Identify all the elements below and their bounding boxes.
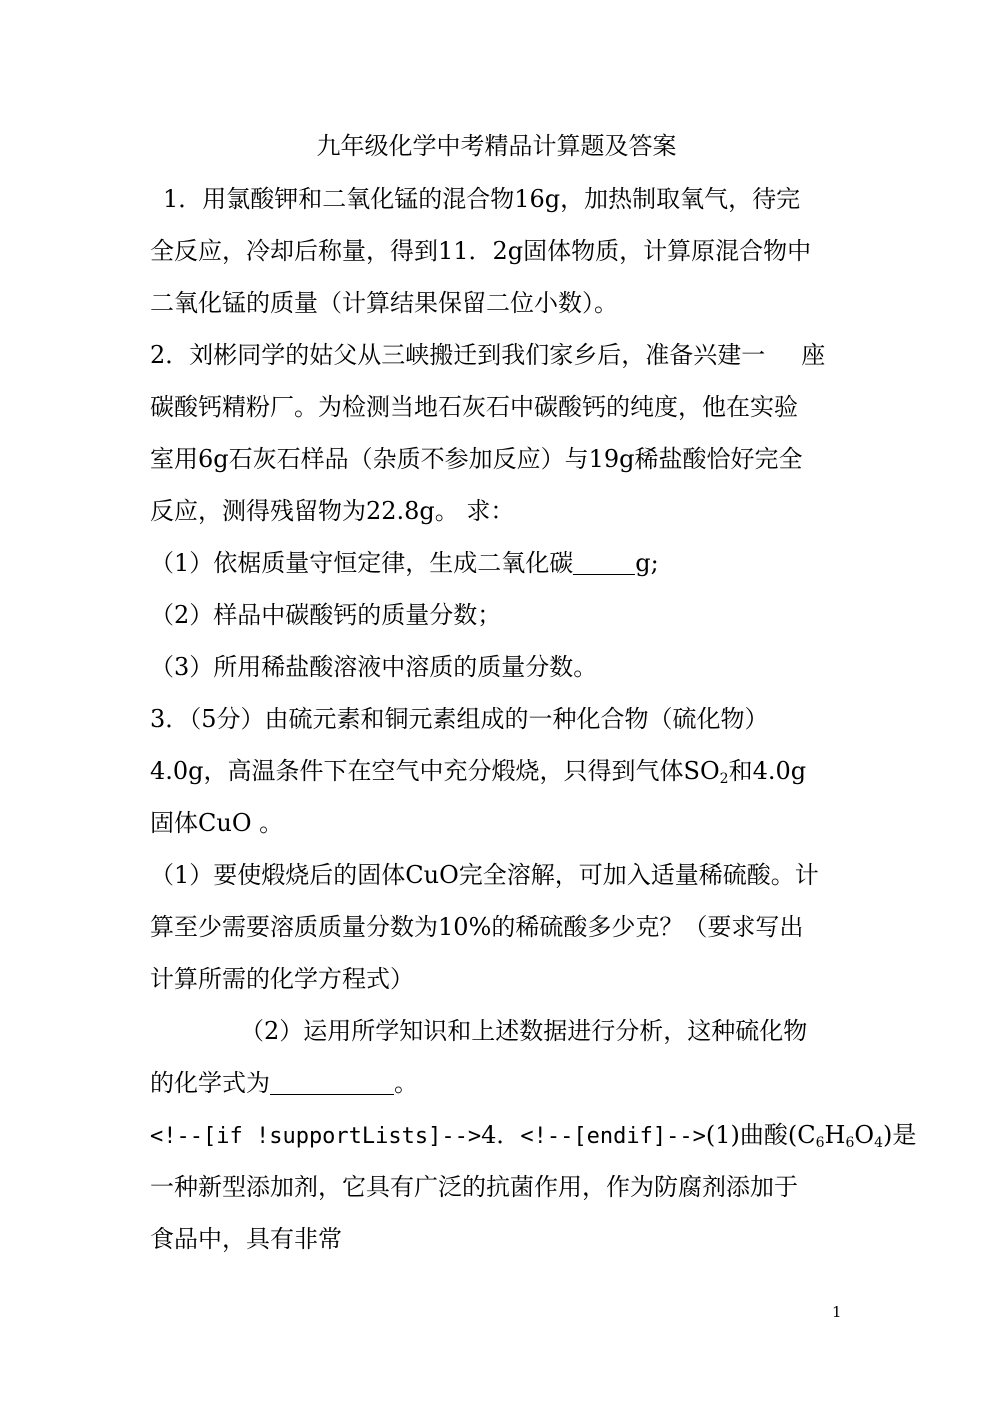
q2-line-3: 室用6g石灰石样品（杂质不参加反应）与19g稀盐酸恰好完全 — [150, 445, 803, 473]
q3-subquestion-1-line-1: （1）要使煅烧后的固体CuO完全溶解，可加入适量稀硫酸。计 — [150, 861, 819, 889]
q2-subquestion-1 — [150, 545, 659, 581]
q2-s1-text: （1）依椐质量守恒定律，生成二氧化碳 — [150, 549, 574, 577]
q1-line-2: 全反应，冷却后称量，得到11．2g固体物质，计算原混合物中 — [150, 237, 812, 265]
q3-line-3: 固体CuO 。 — [150, 809, 284, 837]
q4-formula-start: (1)曲酸(C — [705, 1121, 816, 1149]
q3-s2-answer-blank — [270, 1068, 394, 1095]
q4-conditional-comment-end: <!--[endif]--> — [520, 1124, 706, 1149]
q4-line-3: 食品中，具有非常 — [150, 1225, 342, 1253]
q3-subquestion-1-line-2: 算至少需要溶质质量分数为10%的稀硫酸多少克？（要求写出 — [150, 913, 804, 941]
q4-line-1 — [150, 1117, 916, 1155]
q2-s1-answer-blank — [573, 548, 635, 575]
q2-s1-unit: g; — [635, 549, 659, 577]
q3-subquestion-2-line-1: （2）运用所学知识和上述数据进行分析，这种硫化物 — [240, 1017, 808, 1045]
q4-c-subscript: 6 — [815, 1135, 825, 1151]
q2-line-1-text: 2．刘彬同学的姑父从三峡搬迁到我们家乡后，准备兴建一 — [150, 341, 766, 369]
q3-s2-end: 。 — [394, 1069, 418, 1097]
q3-line-2-tail: 和4.0g — [728, 757, 807, 785]
page-number: 1 — [832, 1303, 842, 1321]
q2-subquestion-2: （2）样品中碳酸钙的质量分数； — [150, 601, 502, 629]
q3-s2-text: 的化学式为 — [150, 1069, 270, 1097]
q4-formula-h: H — [824, 1121, 846, 1149]
q3-so2-subscript: 2 — [719, 771, 729, 787]
q1-line-1: 1．用氯酸钾和二氧化锰的混合物16g，加热制取氧气，待完 — [163, 185, 801, 213]
q2-line-2: 碳酸钙精粉厂。为检测当地石灰石中碳酸钙的纯度，他在实验 — [150, 393, 798, 421]
q4-line-2: 一种新型添加剂，它具有广泛的抗菌作用，作为防腐剂添加于 — [150, 1173, 798, 1201]
q3-line-2-text: 4.0g，高温条件下在空气中充分煅烧，只得到气体SO — [150, 757, 720, 785]
document-title: 九年级化学中考精品计算题及答案 — [316, 132, 677, 160]
q3-line-2 — [150, 753, 806, 789]
q2-line-1-tail: 座 — [801, 341, 826, 369]
q4-formula-o: O — [854, 1121, 875, 1149]
q3-line-1: 3．（5分）由硫元素和铜元素组成的一种化合物（硫化物） — [150, 705, 769, 733]
q2-line-4: 反应，测得残留物为22.8g。 求： — [150, 497, 515, 525]
q3-subquestion-1-line-3: 计算所需的化学方程式） — [150, 965, 414, 993]
q4-line-1-tail: )是 — [882, 1121, 917, 1149]
q4-conditional-comment-start: <!--[if !supportLists]--> — [150, 1124, 482, 1149]
q1-line-3: 二氧化锰的质量（计算结果保留二位小数）。 — [150, 289, 618, 317]
q4-o-subscript: 4 — [874, 1135, 883, 1151]
q2-subquestion-3: （3）所用稀盐酸溶液中溶质的质量分数。 — [150, 653, 598, 681]
q4-h-subscript: 6 — [845, 1135, 855, 1151]
q2-line-1 — [150, 337, 825, 373]
q3-subquestion-2-line-2 — [150, 1065, 418, 1101]
q4-number: 4． — [481, 1121, 521, 1149]
